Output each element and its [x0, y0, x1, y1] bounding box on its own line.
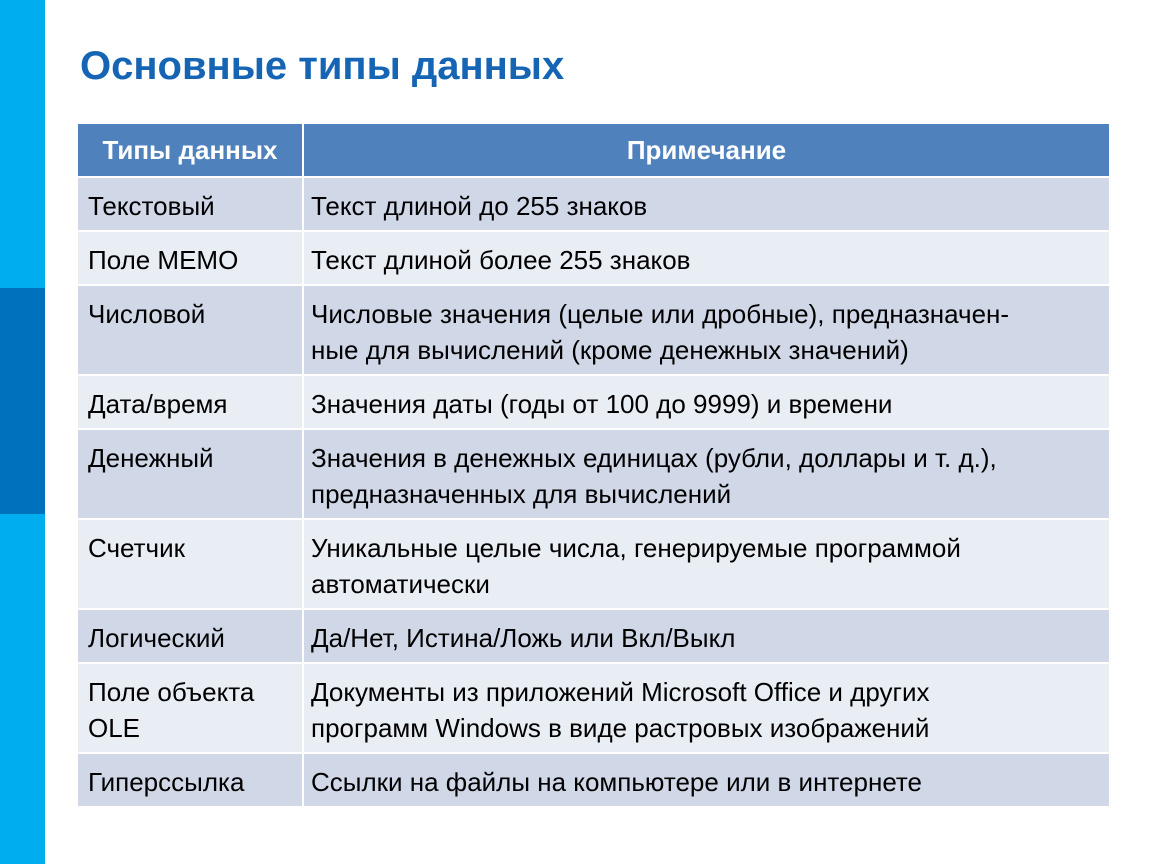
note-cell — [303, 609, 1109, 663]
table-row — [78, 753, 1109, 807]
side-bar-accent — [0, 288, 45, 514]
note-cell-line: программ Windows в виде растровых изображений — [311, 713, 930, 743]
type-cell — [78, 429, 303, 519]
note-cell — [303, 429, 1109, 519]
type-cell — [78, 177, 303, 231]
table-row — [78, 375, 1109, 429]
note-cell-line: Значения даты (годы от 100 до 9999) и времени — [311, 389, 893, 419]
type-cell-line: Поле MEMO — [88, 245, 239, 275]
type-cell — [78, 609, 303, 663]
note-cell — [303, 519, 1109, 609]
type-cell — [78, 753, 303, 807]
note-cell — [303, 231, 1109, 285]
slide-title: Основные типы данных — [80, 44, 565, 88]
type-cell-line: Счетчик — [88, 533, 185, 563]
table-body — [78, 177, 1109, 807]
note-cell-line: автоматически — [311, 569, 490, 599]
table-row — [78, 429, 1109, 519]
type-cell — [78, 285, 303, 375]
note-cell — [303, 177, 1109, 231]
type-cell-line: Логический — [88, 623, 225, 653]
note-cell-line: Да/Нет, Истина/Ложь или Вкл/Выкл — [311, 623, 736, 653]
table-row — [78, 285, 1109, 375]
header-note: Примечание — [303, 124, 1109, 177]
type-cell — [78, 663, 303, 753]
type-cell — [78, 231, 303, 285]
note-cell — [303, 375, 1109, 429]
table-row — [78, 231, 1109, 285]
note-cell-line: Текст длиной более 255 знаков — [311, 245, 691, 275]
note-cell-line: Документы из приложений Microsoft Office и других — [311, 677, 930, 707]
header-data-types: Типы данных — [78, 124, 303, 177]
type-cell — [78, 519, 303, 609]
note-cell-line: Уникальные целые числа, генерируемые программой — [311, 533, 961, 563]
type-cell-line: Числовой — [88, 299, 206, 329]
type-cell-line: OLE — [88, 713, 141, 743]
table-row — [78, 663, 1109, 753]
note-cell — [303, 285, 1109, 375]
note-cell-line: предназначенных для вычислений — [311, 479, 732, 509]
table-row — [78, 609, 1109, 663]
note-cell-line: Текст длиной до 255 знаков — [311, 191, 648, 221]
note-cell-line: ные для вычислений (кроме денежных значений) — [311, 335, 909, 365]
type-cell-line: Гиперссылка — [88, 767, 245, 797]
data-types-table — [78, 124, 1109, 808]
note-cell-line: Ссылки на файлы на компьютере или в интернете — [311, 767, 922, 797]
type-cell-line: Денежный — [88, 443, 214, 473]
type-cell-line: Текстовый — [88, 191, 215, 221]
note-cell — [303, 753, 1109, 807]
type-cell — [78, 375, 303, 429]
type-cell-line: Поле объекта — [88, 677, 255, 707]
table-header-row — [78, 124, 1109, 177]
note-cell-line: Числовые значения (целые или дробные), предназначен- — [311, 299, 1010, 329]
table-row — [78, 519, 1109, 609]
note-cell-line: Значения в денежных единицах (рубли, доллары и т. д.), — [311, 443, 997, 473]
type-cell-line: Дата/время — [88, 389, 228, 419]
note-cell — [303, 663, 1109, 753]
table-row — [78, 177, 1109, 231]
